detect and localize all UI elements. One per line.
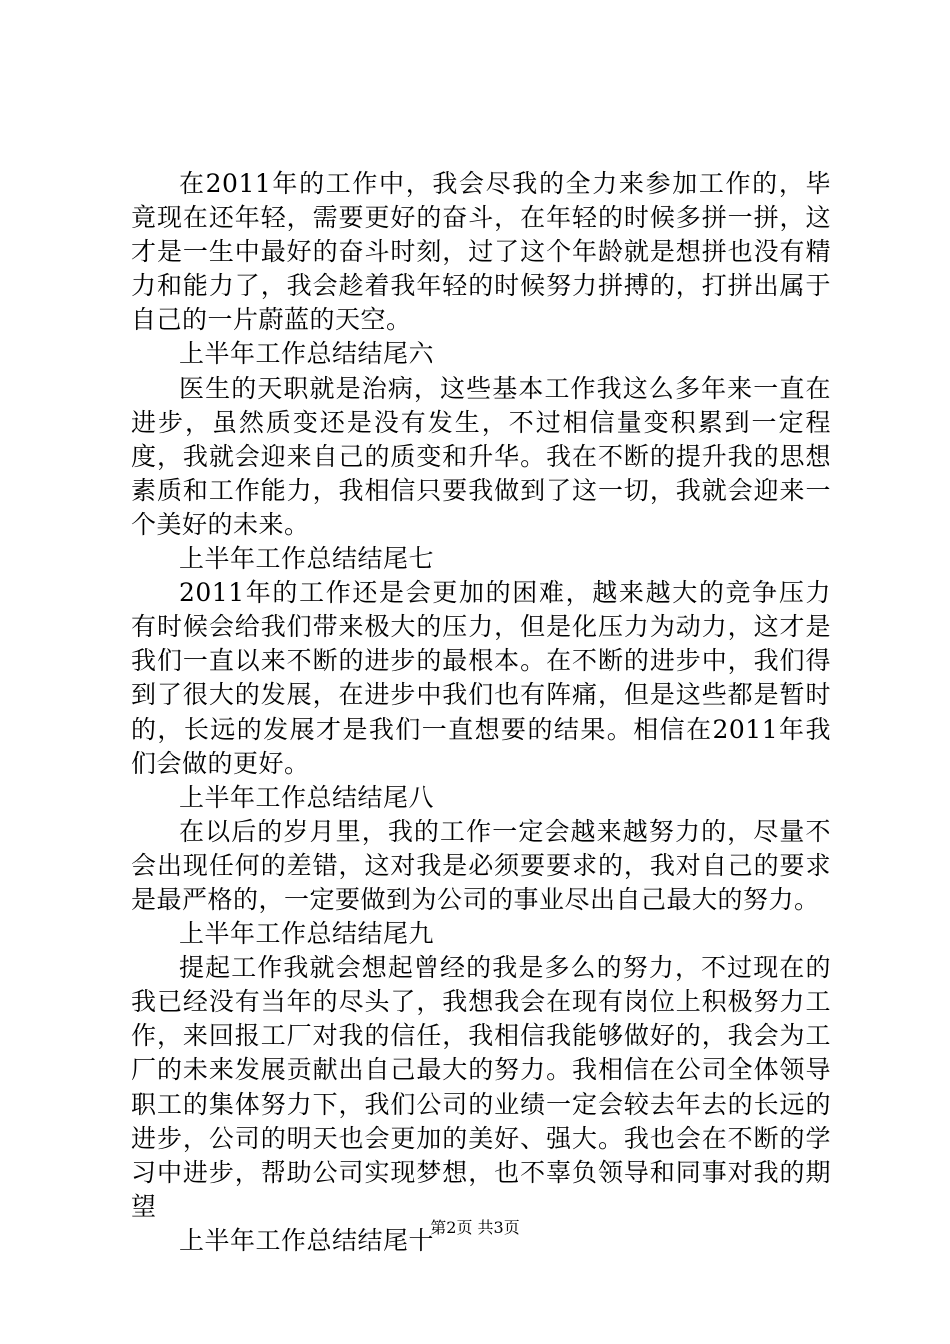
paragraph-eight: 在以后的岁月里，我的工作一定会越来越努力的，尽量不会出现任何的差错，这对我是必须要要求的，我对自己的要求是最严格的，一定要做到为公司的事业尽出自己最大的努力。 bbox=[131, 816, 831, 914]
section-heading-seven: 上半年工作总结结尾七 bbox=[179, 544, 435, 574]
section-heading-six: 上半年工作总结结尾六 bbox=[179, 339, 435, 369]
section-heading-nine: 上半年工作总结结尾九 bbox=[179, 919, 435, 949]
section-heading-eight: 上半年工作总结结尾八 bbox=[179, 782, 435, 812]
paragraph-seven: 2011年的工作还是会更加的困难，越来越大的竞争压力有时候会给我们带来极大的压力，但是化压力为动力，这才是我们一直以来不断的进步的最根本。在不断的进步中，我们得到了很大的发展，在进步中我们也有阵痛，但是这些都是暂时的，长远的发展才是我们一直想要的结果。相信在2011年我们会做的更好。 bbox=[131, 578, 831, 778]
page-number-footer: 第2页 共3页 bbox=[430, 1218, 520, 1237]
paragraph-intro: 在2011年的工作中，我会尽我的全力来参加工作的，毕竟现在还年轻，需要更好的奋斗，在年轻的时候多拼一拼，这才是一生中最好的奋斗时刻，过了这个年龄就是想拼也没有精力和能力了，我会趁着我年轻的时候努力拼搏的，打拼出属于自己的一片蔚蓝的天空。 bbox=[131, 169, 831, 335]
document-body bbox=[131, 167, 831, 1258]
section-heading-ten: 上半年工作总结结尾十 bbox=[179, 1225, 435, 1255]
paragraph-six: 医生的天职就是治病，这些基本工作我这么多年来一直在进步，虽然质变还是没有发生，不过相信量变积累到一定程度，我就会迎来自己的质变和升华。我在不断的提升我的思想素质和工作能力，我相信只要我做到了这一切，我就会迎来一个美好的未来。 bbox=[131, 373, 831, 539]
paragraph-nine: 提起工作我就会想起曾经的我是多么的努力，不过现在的我已经没有当年的尽头了，我想我会在现有岗位上积极努力工作，来回报工厂对我的信任，我相信我能够做好的，我会为工厂的未来发展贡献出自己最大的努力。我相信在公司全体领导职工的集体努力下，我们公司的业绩一定会较去年去的长远的进步，公司的明天也会更加的美好、强大。我也会在不断的学习中进步，帮助公司实现梦想，也不辜负领导和同事对我的期望 bbox=[131, 953, 831, 1221]
